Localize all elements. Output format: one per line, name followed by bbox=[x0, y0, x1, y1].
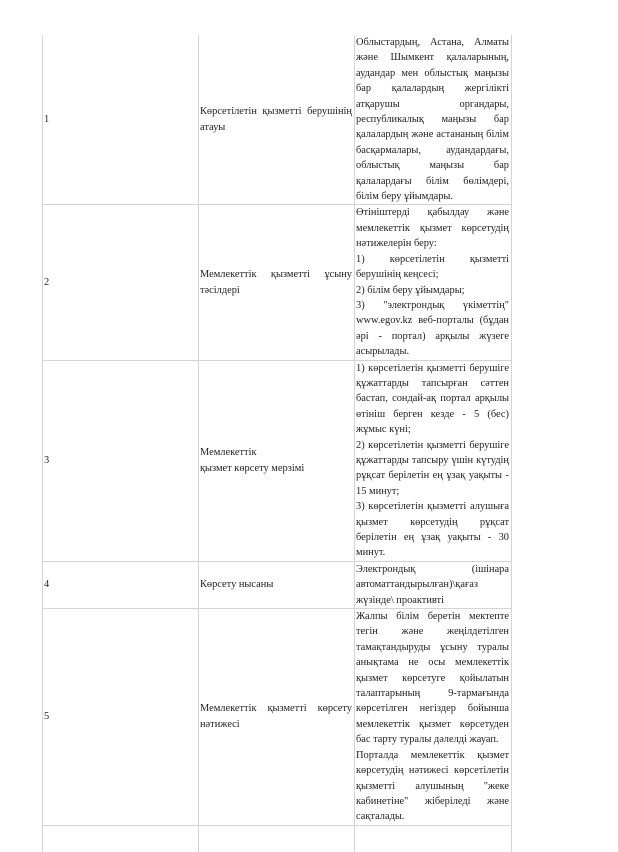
value-paragraph: 1) көрсетілетін қызметті берушіге құжаттарды тапсырған сәттен бастап, сондай-ақ портал арқылы өтініш берген кезде - 5 (бес) жұмыс күні; bbox=[356, 362, 509, 436]
row-value bbox=[355, 609, 512, 826]
table-row-empty bbox=[43, 825, 512, 852]
service-standard-table bbox=[42, 35, 512, 852]
value-paragraph: 3) көрсетілетін қызметті алушыға қызмет көрсетудің рұқсат берілетін ең ұзақ уақыты - 30 минут. bbox=[356, 501, 509, 559]
row-value bbox=[355, 205, 512, 360]
row-number: 1 bbox=[43, 35, 199, 205]
table-row bbox=[43, 35, 512, 205]
row-label: Көрсетілетін қызметті берушінің атауы bbox=[199, 35, 355, 205]
row-number: 4 bbox=[43, 561, 199, 608]
table-row bbox=[43, 205, 512, 360]
value-paragraph: Электрондық (ішінара автоматтандырылған)\қағаз жүзінде\ проактивті bbox=[356, 563, 509, 606]
label-line: Мемлекеттік bbox=[200, 447, 257, 459]
empty-cell bbox=[43, 825, 199, 852]
table-row bbox=[43, 360, 512, 561]
row-number: 3 bbox=[43, 360, 199, 561]
empty-cell bbox=[199, 825, 355, 852]
value-paragraph: Жалпы білім беретін мектепте тегін және жеңілдетілген тамақтандыруды ұсыну туралы анықтама не осы мемлекеттік қызмет көрсетуге қойылатын талаптарының 9-тармағында көрсетілген негіздер бойынша мемлекеттік қызмет көрсетуден бас тарту туралы дәлелді жауап. bbox=[356, 611, 509, 746]
row-label bbox=[199, 360, 355, 561]
value-paragraph: 3) "электрондық үкіметтің" www.egov.kz веб-порталы (бұдан әрі - портал) арқылы жүзеге асырылады. bbox=[356, 299, 509, 358]
row-number: 2 bbox=[43, 205, 199, 360]
value-paragraph: 2) білім беру ұйымдары; bbox=[356, 284, 465, 296]
row-value bbox=[355, 35, 512, 205]
value-paragraph: Порталда мемлекеттік қызмет көрсетудің нәтижесі көрсетілетін қызметті алушының "жеке кабинетіне" жіберіледі және сақталады. bbox=[356, 749, 509, 823]
value-paragraph: 2) көрсетілетін қызметті берушіге құжаттарды тапсыру үшін күтудің рұқсат берілетін ең ұзақ уақыты - 15 минут; bbox=[356, 439, 509, 497]
empty-cell bbox=[355, 825, 512, 852]
row-label: Мемлекеттік қызметті көрсету нәтижесі bbox=[199, 609, 355, 826]
row-value bbox=[355, 360, 512, 561]
row-number: 5 bbox=[43, 609, 199, 826]
table-row bbox=[43, 609, 512, 826]
row-label: Көрсету нысаны bbox=[199, 561, 355, 608]
value-paragraph: Облыстардың, Астана, Алматы және Шымкент қалаларының, аудандар мен облыстық маңызы бар қалалардың жергілікті атқарушы органдары, республикалық маңызы бар қалалардың және астананың білім басқармалары, аудандардағы, облыстық маңызы бар қалалардағы білім бөлімдері, білім беру ұйымдары. bbox=[356, 37, 509, 203]
label-line: қызмет көрсету мерзімі bbox=[200, 462, 305, 474]
value-paragraph: Өтініштерді қабылдау және мемлекеттік қызмет көрсетудің нәтижелерін беру: bbox=[356, 207, 509, 250]
row-label: Мемлекеттік қызметті ұсыну тәсілдері bbox=[199, 205, 355, 360]
table-row bbox=[43, 561, 512, 608]
value-paragraph: 1) көрсетілетін қызметті берушінің кеңсесі; bbox=[356, 253, 509, 281]
row-value bbox=[355, 561, 512, 608]
